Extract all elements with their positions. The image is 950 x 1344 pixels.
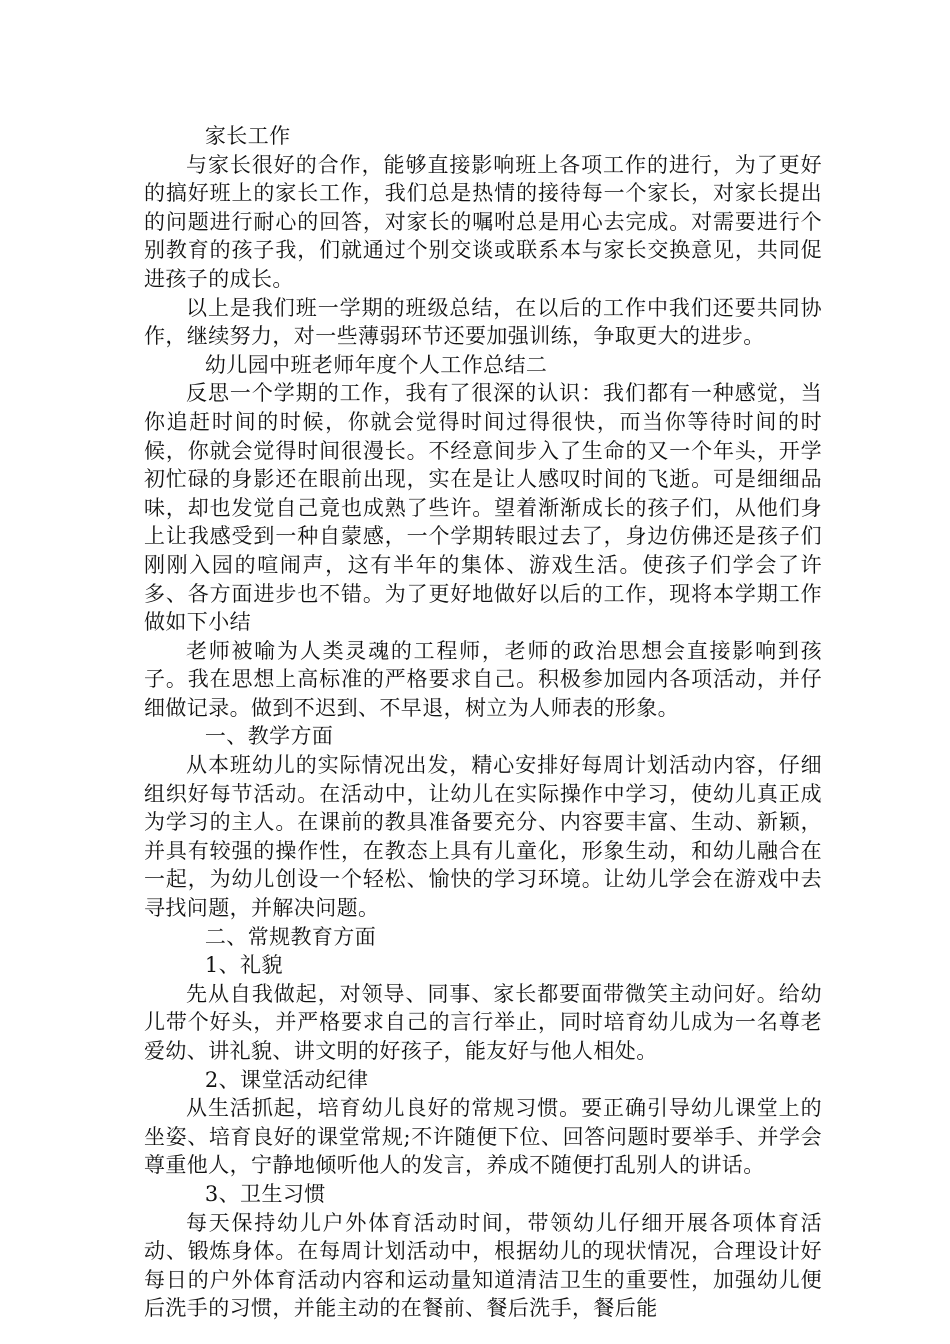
paragraph-reflection: 反思一个学期的工作，我有了很深的认识：我们都有一种感觉，当你追赶时间的时候，你就会觉得时间过得很快，而当你等待时间的时候，你就会觉得时间很漫长。不经意间步入了生命的又一个年头，开学初忙碌的身影还在眼前出现，实在是让人感叹时间的飞逝。可是细细品味，却也发觉自己竟也成熟了些许。望着渐渐成长的孩子们，从他们身上让我感受到一种自蒙感，一个学期转眼过去了，身边仿佛还是孩子们刚刚入园的喧闹声，这有半年的集体、游戏生活。使孩子们学会了许多、各方面进步也不错。为了更好地做好以后的工作，现将本学期工作做如下小结 bbox=[144, 381, 822, 635]
section-heading-routine-education: 二、常规教育方面 bbox=[204, 924, 377, 949]
subsection-heading-manners: 1、礼貌 bbox=[204, 953, 283, 978]
paragraph-classroom-discipline: 从生活抓起，培育幼儿良好的常规习惯。要正确引导幼儿课堂上的坐姿、培育良好的课堂常规;不许随便下位、回答问题时要举手、并学会尊重他人，宁静地倾听他人的发言，养成不随便打乱别人的讲话。 bbox=[144, 1096, 822, 1178]
section-heading-teaching: 一、教学方面 bbox=[204, 724, 334, 749]
document-subtitle: 幼儿园中班老师年度个人工作总结二 bbox=[204, 352, 548, 377]
subsection-heading-classroom-discipline: 2、课堂活动纪律 bbox=[204, 1067, 369, 1092]
paragraph-semester-summary: 以上是我们班一学期的班级总结，在以后的工作中我们还要共同协作，继续努力，对一些薄弱环节还要加强训练，争取更大的进步。 bbox=[144, 295, 822, 349]
paragraph-parent-cooperation: 与家长很好的合作，能够直接影响班上各项工作的进行，为了更好的搞好班上的家长工作，我们总是热情的接待每一个家长，对家长提出的问题进行耐心的回答，对家长的嘱咐总是用心去完成。对需要进行个别教育的孩子我，们就通过个别交谈或联系本与家长交换意见，共同促进孩子的成长。 bbox=[144, 152, 822, 291]
paragraph-teaching: 从本班幼儿的实际情况出发，精心安排好每周计划活动内容，仔细组织好每节活动。在活动中，让幼儿在实际操作中学习，使幼儿真正成为学习的主人。在课前的教具准备要充分、内容要丰富、生动、新颖，并具有较强的操作性，在教态上具有儿童化，形象生动，和幼儿融合在一起，为幼儿创设一个轻松、愉快的学习环境。让幼儿学会在游戏中去寻找问题，并解决问题。 bbox=[144, 753, 822, 921]
paragraph-manners: 先从自我做起，对领导、同事、家长都要面带微笑主动问好。给幼儿带个好头，并严格要求自己的言行举止，同时培育幼儿成为一名尊老爱幼、讲礼貌、讲文明的好孩子，能友好与他人相处。 bbox=[144, 981, 822, 1063]
section-heading-parent-work: 家长工作 bbox=[204, 124, 291, 148]
document-body bbox=[144, 122, 822, 1323]
paragraph-teacher-role: 老师被喻为人类灵魂的工程师，老师的政治思想会直接影响到孩子。我在思想上高标准的严格要求自己。积极参加园内各项活动，并仔细做记录。做到不迟到、不早退，树立为人师表的形象。 bbox=[144, 638, 822, 720]
paragraph-hygiene: 每天保持幼儿户外体育活动时间，带领幼儿仔细开展各项体育活动、锻炼身体。在每周计划活动中，根据幼儿的现状情况，合理设计好每日的户外体育活动内容和运动量知道清洁卫生的重要性，加强幼儿便后洗手的习惯，并能主动的在餐前、餐后洗手，餐后能 bbox=[144, 1210, 822, 1321]
subsection-heading-hygiene: 3、卫生习惯 bbox=[204, 1181, 326, 1206]
